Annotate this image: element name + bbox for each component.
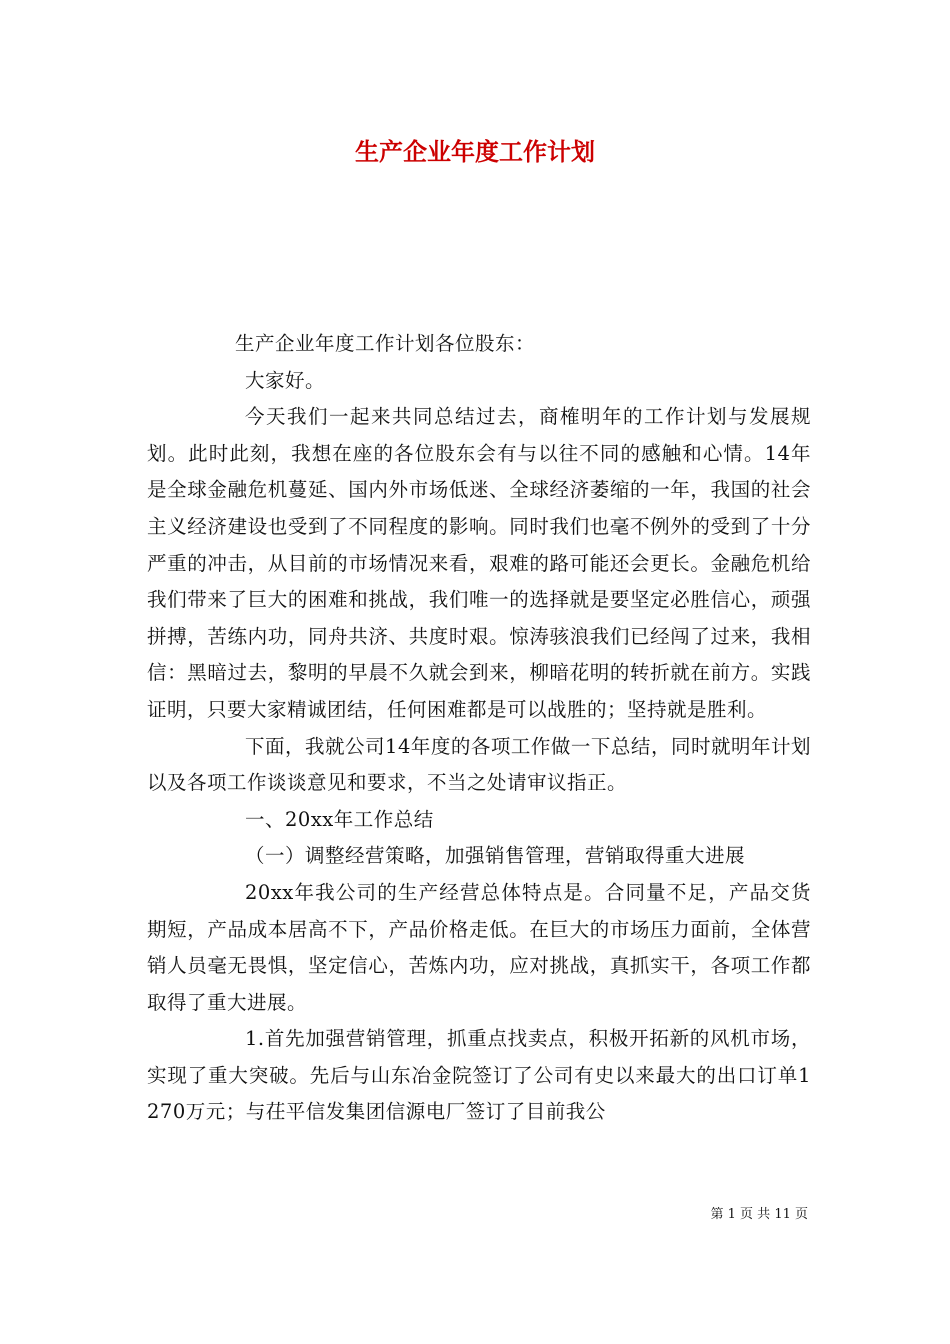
paragraph-overview: 20xx年我公司的生产经营总体特点是。合同量不足，产品交货期短，产品成本居高不下，产品价格走低。在巨大的市场压力面前，全体营销人员毫无畏惧，坚定信心，苦炼内功，应对挑战，真抓实干，各项工作都取得了重大进展。 (147, 880, 811, 1014)
paragraph-intro: 今天我们一起来共同总结过去，商榷明年的工作计划与发展规划。此时此刻，我想在座的各位股东会有与以往不同的感触和心情。14年是全球金融危机蔓延、国内外市场低迷、全球经济萎缩的一年，我国的社会主义经济建设也受到了不同程度的影响。同时我们也毫不例外的受到了十分严重的冲击，从目前的市场情况来看，艰难的路可能还会更长。金融危机给我们带来了巨大的困难和挑战，我们唯一的选择就是要坚定必胜信心，顽强拼搏，苦练内功，同舟共济、共度时艰。惊涛骇浪我们已经闯了过来，我相信：黑暗过去，黎明的早晨不久就会到来，柳暗花明的转折就在前方。实践证明，只要大家精诚团结，任何困难都是可以战胜的；坚持就是胜利。 (147, 405, 811, 721)
paragraph-greeting: 大家好。 (245, 368, 326, 392)
paragraph-salutation: 生产企业年度工作计划各位股东： (235, 332, 536, 355)
paragraph-item-1: 1.首先加强营销管理，抓重点找卖点，积极开拓新的风机市场，实现了重大突破。先后与山东冶金院签订了公司有史以来最大的出口订单1270万元；与茌平信发集团信源电厂签订了目前我公 (147, 1027, 811, 1124)
document-body (147, 326, 811, 1131)
page-number: 第 1 页 共 11 页 (710, 1207, 808, 1222)
document-title: 生产企业年度工作计划 (355, 137, 595, 166)
section-heading-1: 一、20xx年工作总结 (245, 807, 434, 831)
paragraph-transition: 下面，我就公司14年度的各项工作做一下总结，同时就明年计划以及各项工作谈谈意见和要求，不当之处请审议指正。 (147, 734, 811, 795)
subsection-heading-1: （一）调整经营策略，加强销售管理，营销取得重大进展 (245, 844, 746, 868)
